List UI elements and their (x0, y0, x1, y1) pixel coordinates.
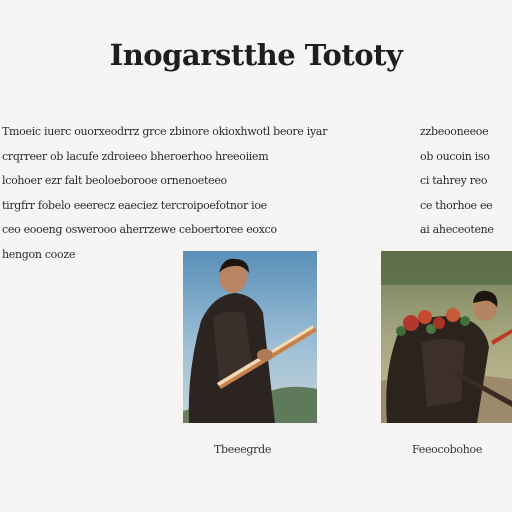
text-line: ce thorhoe ee (420, 198, 493, 212)
page-title: Inogarstthe Tototy (109, 38, 403, 72)
text-line: ci tahrey reo (420, 174, 488, 187)
text-line: ceo eooeng oswerooo aherrzewe ceboertoree eoxco (2, 223, 277, 236)
text-line: Tmoeic iuerc ouorxeodrrz grce zbinore okioxhwotl beore iyar (2, 125, 328, 138)
body-text-left-column (2, 120, 386, 267)
figure-image-figure-with-flowers (381, 251, 512, 423)
figure-caption: Tbeeegrde (214, 443, 272, 456)
text-line: zzbeooneeoe (420, 125, 489, 138)
text-line: ob oucoin iso (420, 149, 490, 163)
figure-image-man-with-book (183, 251, 317, 423)
figure-caption: Feeocobohoe (412, 443, 483, 456)
text-line: lcohoer ezr falt beoloeborooe ornenoeteeo (2, 174, 227, 187)
text-line: ai aheceotene (420, 223, 494, 236)
text-line: crqrreer ob lacufe zdroieeo bheroerhoo hreeoiiem (2, 149, 269, 163)
text-line: tirgfrr fobelo eeerecz eaeciez tercroipoefotnor ioe (2, 198, 267, 212)
text-line: hengon cooze (2, 247, 76, 261)
body-text-right-column (420, 120, 512, 243)
